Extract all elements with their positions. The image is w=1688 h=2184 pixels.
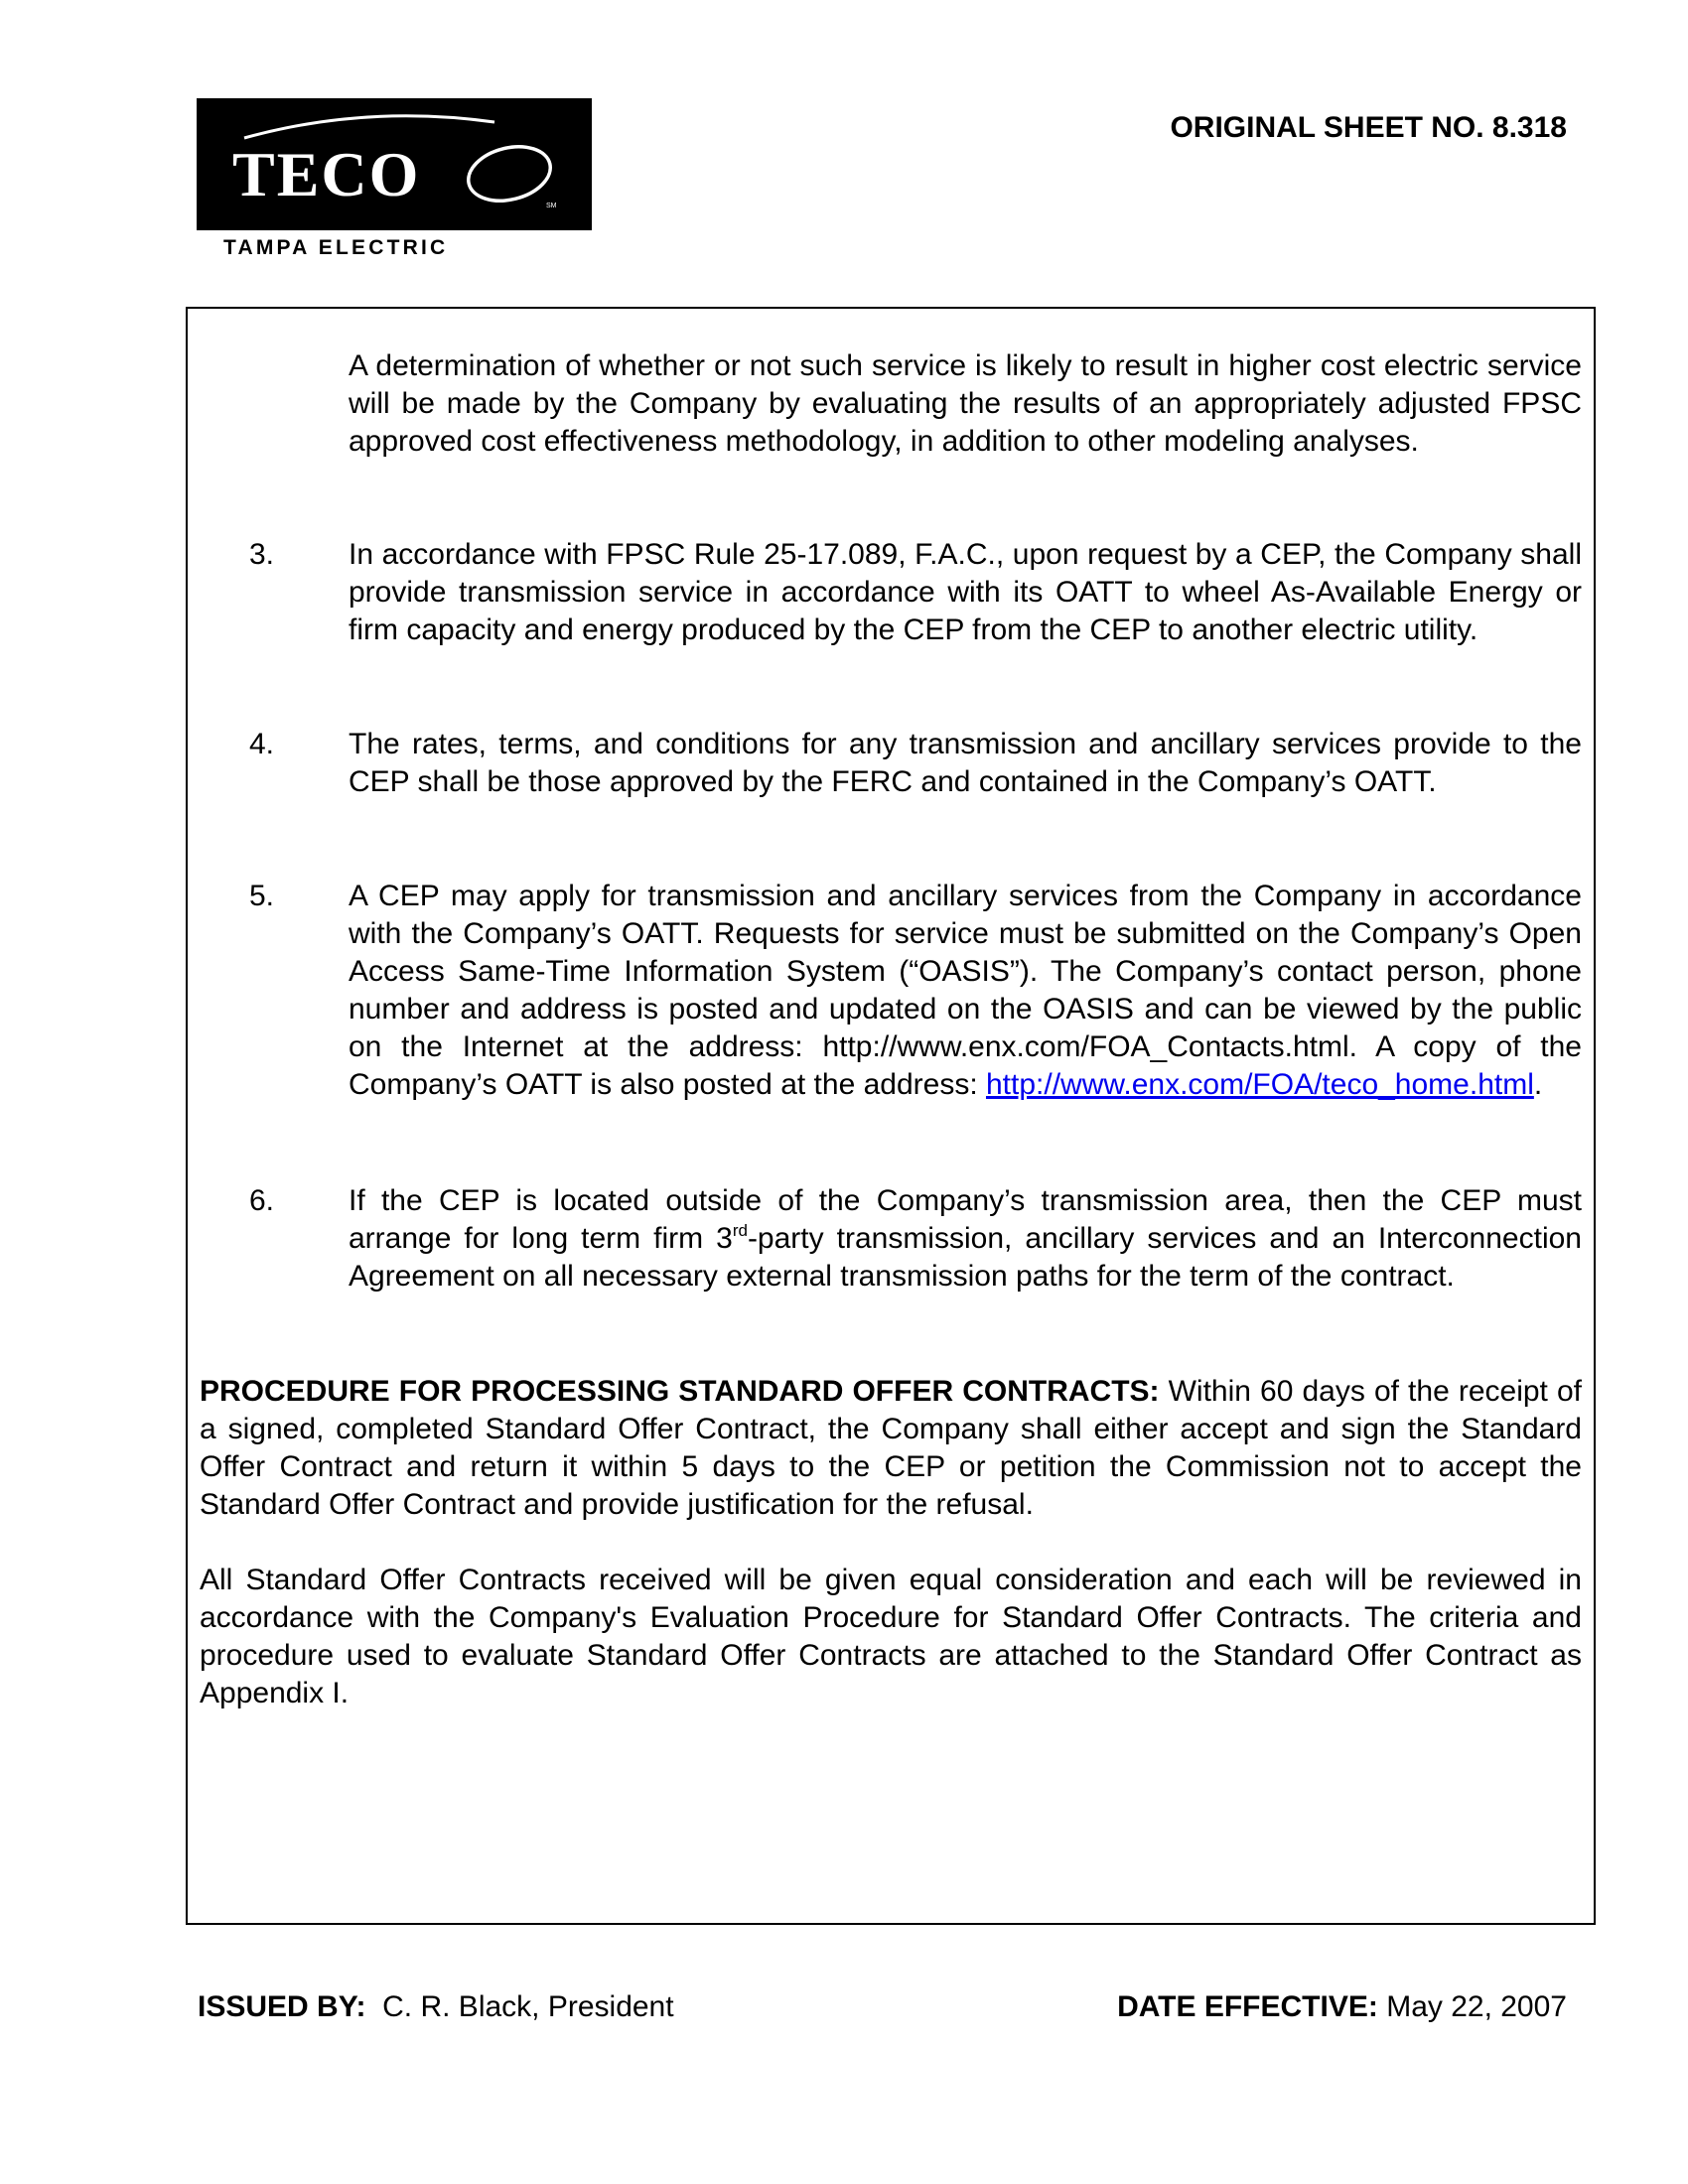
item-text-6 bbox=[349, 1182, 1582, 1296]
item-text-5-end: . bbox=[1533, 1068, 1543, 1101]
teco-home-link[interactable]: http://www.enx.com/FOA/teco_home.html bbox=[985, 1068, 1534, 1101]
procedure-paragraph bbox=[200, 1373, 1582, 1524]
intro-paragraph: A determination of whether or not such service is likely to result in higher cost electric service will be made by the Company by evaluating the results of an appropriately adjusted FPSC approved cost effectiveness methodology, in addition to other modeling analyses. bbox=[349, 349, 1582, 458]
item-number-3: 3. bbox=[249, 538, 275, 571]
item-number-4: 4. bbox=[249, 728, 275, 760]
procedure-text: Within 60 days of the receipt of a signed, completed Standard Offer Contract, the Company shall either accept and sign the Standard Offer Contract and return it within 5 days to the CEP or petition the Commission not to accept the Standard Offer Contract and provide justification for the refusal. bbox=[200, 1375, 1582, 1521]
item-text-5-body: A CEP may apply for transmission and ancillary services from the Company in accordance with the Company’s OATT. Requests for service must be submitted on the Company’s Open Access Same-Time Information System (“OASIS”). The Company’s contact person, phone number and address is posted and updated on the OASIS and can be viewed by the public on the Internet at the address: http://www.enx.com/FOA_Contacts.html. A copy of the Company’s OATT is also posted at the address: bbox=[349, 880, 1582, 1101]
evaluation-paragraph: All Standard Offer Contracts received will be given equal consideration and each will be reviewed in accordance with the Company's Evaluation Procedure for Standard Offer Contracts. The criteria and procedure used to evaluate Standard Offer Contracts are attached to the Standard Offer Contract as Appendix I. bbox=[200, 1564, 1582, 1709]
svg-text:SM: SM bbox=[546, 203, 557, 209]
date-effective bbox=[1117, 1990, 1567, 2024]
procedure-heading: PROCEDURE FOR PROCESSING STANDARD OFFER CONTRACTS: bbox=[200, 1375, 1160, 1408]
tariff-content-box bbox=[186, 307, 1596, 1925]
item-number-5: 5. bbox=[249, 880, 275, 912]
item-text-6-after: -party transmission, ancillary services and an Interconnection Agreement on all necessary external transmission paths for the term of the contract. bbox=[349, 1222, 1582, 1293]
sheet-number: ORIGINAL SHEET NO. 8.318 bbox=[1170, 111, 1567, 144]
issued-by-label: ISSUED BY: bbox=[198, 1990, 366, 2023]
issued-by-value: C. R. Black, President bbox=[382, 1990, 674, 2023]
date-effective-value: May 22, 2007 bbox=[1386, 1990, 1567, 2023]
teco-logo-swoosh bbox=[197, 98, 592, 230]
date-effective-label: DATE EFFECTIVE: bbox=[1117, 1990, 1378, 2023]
item-number-6: 6. bbox=[249, 1184, 275, 1217]
issued-by bbox=[198, 1990, 674, 2024]
item-text-6-before: If the CEP is located outside of the Company’s transmission area, then the CEP must arrange for long term firm 3 bbox=[349, 1184, 1582, 1255]
teco-logo bbox=[197, 98, 592, 230]
item-text-5 bbox=[349, 878, 1582, 1104]
item-text-6-superscript: rd bbox=[732, 1221, 748, 1240]
logo-wordmark: TECO bbox=[232, 139, 421, 209]
item-text-4: The rates, terms, and conditions for any transmission and ancillary services provide to the CEP shall be those approved by the FERC and contained in the Company’s OATT. bbox=[349, 728, 1582, 798]
item-text-3: In accordance with FPSC Rule 25-17.089, F.A.C., upon request by a CEP, the Company shall provide transmission service in accordance with its OATT to wheel As-Available Energy or firm capacity and energy produced by the CEP from the CEP to another electric utility. bbox=[349, 538, 1582, 646]
logo-caption: TAMPA ELECTRIC bbox=[223, 236, 449, 259]
